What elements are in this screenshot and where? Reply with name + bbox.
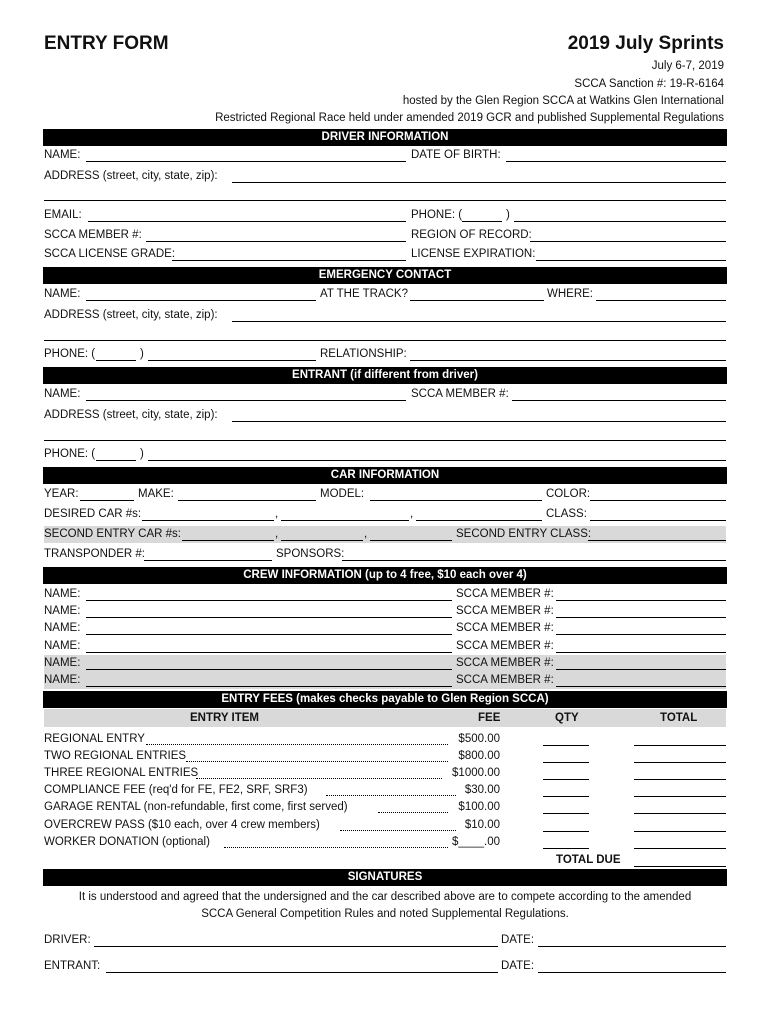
crew-member-field[interactable] — [556, 669, 726, 670]
crew-member-field[interactable] — [556, 600, 726, 601]
event-title: 2019 July Sprints — [567, 33, 724, 54]
crew-name-field[interactable] — [86, 669, 452, 670]
entrant-phone-field[interactable] — [148, 460, 726, 461]
driver-phone-area-field[interactable] — [462, 221, 502, 222]
desired-car-2-field[interactable] — [281, 520, 409, 521]
fee-item-label: TWO REGIONAL ENTRIES — [44, 750, 187, 762]
driver-phone-field[interactable] — [514, 221, 726, 222]
email-label: EMAIL: — [44, 209, 82, 221]
emergency-name-row — [44, 286, 726, 303]
agreement-line-2: SCCA General Competition Rules and noted Supplemental Regulations. — [201, 908, 569, 920]
emergency-address-row — [44, 307, 726, 324]
desired-car-3-field[interactable] — [416, 520, 542, 521]
entrant-phone-paren: ) — [140, 448, 144, 460]
driver-address-row — [44, 168, 726, 185]
crew-name-label: NAME: — [44, 674, 81, 686]
driver-signature-field[interactable] — [94, 946, 498, 947]
driver-phone-label: PHONE: ( — [411, 209, 463, 221]
col-entry-item: ENTRY ITEM — [190, 712, 260, 724]
section-emergency-contact: EMERGENCY CONTACT — [43, 267, 727, 284]
relationship-field[interactable] — [410, 360, 726, 361]
desired-car-label: DESIRED CAR #s: — [44, 508, 142, 520]
fee-amount: $____.00 — [452, 836, 500, 848]
fee-row — [44, 782, 726, 799]
entrant-member-field[interactable] — [512, 400, 726, 401]
crew-name-field[interactable] — [86, 652, 452, 653]
license-exp-field[interactable] — [536, 260, 726, 261]
qty-field[interactable] — [543, 779, 589, 780]
restricted-line: Restricted Regional Race held under amended 2019 GCR and published Supplemental Regulations — [215, 112, 724, 124]
crew-name-label: NAME: — [44, 657, 81, 669]
entrant-address-label: ADDRESS (street, city, state, zip): — [44, 409, 218, 421]
crew-row — [44, 638, 726, 655]
driver-member-label: SCCA MEMBER #: — [44, 229, 142, 241]
class-label: CLASS: — [546, 508, 587, 520]
crew-member-label: SCCA MEMBER #: — [456, 640, 554, 652]
crew-member-label: SCCA MEMBER #: — [456, 605, 554, 617]
driver-name-label: NAME: — [44, 149, 81, 161]
fee-amount: $100.00 — [458, 801, 500, 813]
total-field[interactable] — [634, 745, 726, 746]
fee-item-label: COMPLIANCE FEE (req'd for FE, FE2, SRF, SRF3) — [44, 784, 308, 796]
at-track-label: AT THE TRACK? — [320, 288, 408, 300]
entrant-address-row — [44, 407, 726, 424]
emergency-name-field[interactable] — [86, 300, 316, 301]
col-fee: FEE — [478, 712, 501, 724]
driver-member-row — [44, 227, 726, 244]
crew-row-paid — [44, 655, 726, 672]
entrant-address-line-2[interactable] — [44, 440, 726, 441]
driver-date-field[interactable] — [538, 946, 726, 947]
relationship-label: RELATIONSHIP: — [320, 348, 407, 360]
model-field[interactable] — [370, 500, 542, 501]
entrant-address-field[interactable] — [232, 421, 726, 422]
section-crew-information: CREW INFORMATION (up to 4 free, $10 each over 4) — [43, 567, 727, 584]
crew-member-field[interactable] — [556, 686, 726, 687]
emergency-phone-label: PHONE: ( — [44, 348, 96, 360]
entrant-signature-field[interactable] — [106, 972, 498, 973]
section-signatures: SIGNATURES — [43, 869, 727, 886]
emergency-name-label: NAME: — [44, 288, 81, 300]
second-car-comma-1: , — [275, 528, 279, 540]
fee-row — [44, 748, 726, 765]
entrant-signature-label: ENTRANT: — [44, 960, 101, 972]
total-field[interactable] — [634, 831, 726, 832]
crew-name-label: NAME: — [44, 588, 81, 600]
driver-name-row — [44, 147, 726, 164]
desired-car-comma-1: , — [275, 508, 279, 520]
crew-member-field[interactable] — [556, 634, 726, 635]
form-title: ENTRY FORM — [44, 33, 169, 54]
fee-amount: $800.00 — [458, 750, 500, 762]
emergency-address-line-2[interactable] — [44, 340, 726, 341]
region-field[interactable] — [530, 241, 726, 242]
total-field[interactable] — [634, 796, 726, 797]
driver-address-field[interactable] — [232, 182, 726, 183]
entrant-name-label: NAME: — [44, 388, 81, 400]
year-field[interactable] — [80, 500, 134, 501]
car-year-row — [44, 486, 726, 503]
fees-table-header — [44, 709, 726, 727]
dob-field[interactable] — [506, 161, 726, 162]
where-label: WHERE: — [547, 288, 593, 300]
section-car-information: CAR INFORMATION — [43, 467, 727, 484]
second-class-label: SECOND ENTRY CLASS: — [456, 528, 592, 540]
second-class-field[interactable] — [588, 540, 726, 541]
desired-car-1-field[interactable] — [142, 520, 274, 521]
second-car-3-field[interactable] — [370, 540, 452, 541]
driver-name-field[interactable] — [86, 161, 406, 162]
crew-name-field[interactable] — [86, 686, 452, 687]
transponder-label: TRANSPONDER #: — [44, 548, 145, 560]
host-line: hosted by the Glen Region SCCA at Watkins Glen International — [402, 95, 724, 107]
crew-member-label: SCCA MEMBER #: — [456, 588, 554, 600]
region-label: REGION OF RECORD: — [411, 229, 532, 241]
license-grade-field[interactable] — [172, 260, 406, 261]
driver-email-row — [44, 207, 726, 224]
transponder-row — [44, 546, 726, 563]
qty-field[interactable] — [543, 831, 589, 832]
leader-dots — [186, 761, 448, 762]
col-qty: QTY — [555, 712, 579, 724]
crew-member-field[interactable] — [556, 652, 726, 653]
entrant-member-label: SCCA MEMBER #: — [411, 388, 509, 400]
fee-row — [44, 799, 726, 816]
emergency-phone-row — [44, 346, 726, 363]
emergency-address-label: ADDRESS (street, city, state, zip): — [44, 309, 218, 321]
fee-amount: $30.00 — [464, 784, 500, 796]
total-field[interactable] — [634, 848, 726, 849]
crew-member-label: SCCA MEMBER #: — [456, 622, 554, 634]
crew-name-field[interactable] — [86, 634, 452, 635]
crew-name-label: NAME: — [44, 640, 81, 652]
section-entry-fees: ENTRY FEES (makes checks payable to Glen Region SCCA) — [43, 691, 727, 708]
qty-field[interactable] — [543, 796, 589, 797]
where-field[interactable] — [596, 300, 726, 301]
total-field[interactable] — [634, 813, 726, 814]
year-label: YEAR: — [44, 488, 79, 500]
crew-row — [44, 620, 726, 637]
crew-name-label: NAME: — [44, 622, 81, 634]
second-car-label: SECOND ENTRY CAR #s: — [44, 528, 181, 540]
entrant-phone-row — [44, 446, 726, 463]
crew-row — [44, 603, 726, 620]
driver-address-label: ADDRESS (street, city, state, zip): — [44, 170, 218, 182]
crew-row — [44, 586, 726, 603]
fee-item-label: GARAGE RENTAL (non-refundable, first come, first served) — [44, 801, 348, 813]
qty-field[interactable] — [543, 813, 589, 814]
section-driver-information: DRIVER INFORMATION — [43, 129, 727, 146]
emergency-address-field[interactable] — [232, 321, 726, 322]
qty-field[interactable] — [543, 762, 589, 763]
emergency-phone-area-field[interactable] — [96, 360, 136, 361]
crew-member-label: SCCA MEMBER #: — [456, 674, 554, 686]
fee-item-label: WORKER DONATION (optional) — [44, 836, 210, 848]
second-car-comma-2: , — [364, 528, 368, 540]
email-field[interactable] — [88, 221, 406, 222]
color-label: COLOR: — [546, 488, 591, 500]
fee-amount: $10.00 — [464, 819, 500, 831]
emergency-phone-paren: ) — [140, 348, 144, 360]
event-dates: July 6-7, 2019 — [651, 60, 724, 72]
fee-item-label: OVERCREW PASS ($10 each, over 4 crew members) — [44, 819, 320, 831]
agreement-line-1: It is understood and agreed that the undersigned and the car described above are to compete according to the amended — [78, 891, 692, 903]
total-due-field[interactable] — [634, 866, 726, 867]
transponder-field[interactable] — [144, 560, 272, 561]
crew-row-paid — [44, 672, 726, 689]
color-field[interactable] — [590, 500, 726, 501]
driver-license-row — [44, 246, 726, 263]
crew-member-field[interactable] — [556, 617, 726, 618]
desired-car-comma-2: , — [410, 508, 414, 520]
leader-dots — [196, 778, 442, 779]
license-exp-label: LICENSE EXPIRATION: — [411, 248, 536, 260]
class-field[interactable] — [590, 520, 726, 521]
driver-phone-paren: ) — [506, 209, 510, 221]
sanction-number: SCCA Sanction #: 19-R-6164 — [574, 78, 724, 90]
leader-dots — [326, 795, 456, 796]
entrant-date-field[interactable] — [538, 972, 726, 973]
entrant-signature-row — [44, 958, 726, 975]
crew-member-label: SCCA MEMBER #: — [456, 657, 554, 669]
second-car-1-field[interactable] — [182, 540, 274, 541]
leader-dots — [378, 812, 448, 813]
fee-item-label: THREE REGIONAL ENTRIES — [44, 767, 199, 779]
fee-amount: $500.00 — [458, 733, 500, 745]
total-field[interactable] — [634, 779, 726, 780]
fee-amount: $1000.00 — [452, 767, 500, 779]
section-entrant: ENTRANT (if different from driver) — [43, 367, 727, 384]
entrant-name-row — [44, 386, 726, 403]
entrant-phone-label: PHONE: ( — [44, 448, 96, 460]
total-due-label: TOTAL DUE — [556, 854, 621, 866]
make-field[interactable] — [178, 500, 316, 501]
sponsors-field[interactable] — [342, 560, 726, 561]
leader-dots — [224, 847, 448, 848]
second-car-2-field[interactable] — [281, 540, 363, 541]
driver-member-field[interactable] — [146, 241, 406, 242]
second-entry-row — [44, 526, 726, 543]
col-total: TOTAL — [660, 712, 698, 724]
leader-dots — [340, 830, 456, 831]
make-label: MAKE: — [138, 488, 174, 500]
fee-item-label: REGIONAL ENTRY — [44, 733, 145, 745]
car-number-row — [44, 506, 726, 523]
driver-address-line-2[interactable] — [44, 200, 726, 201]
crew-name-field[interactable] — [86, 600, 452, 601]
crew-name-label: NAME: — [44, 605, 81, 617]
license-grade-label: SCCA LICENSE GRADE: — [44, 248, 176, 260]
crew-name-field[interactable] — [86, 617, 452, 618]
driver-signature-row — [44, 932, 726, 949]
fee-row — [44, 765, 726, 782]
driver-date-label: DATE: — [501, 934, 535, 946]
entrant-name-field[interactable] — [86, 400, 406, 401]
total-due-row — [44, 852, 726, 869]
driver-signature-label: DRIVER: — [44, 934, 91, 946]
emergency-phone-field[interactable] — [148, 360, 316, 361]
fee-row — [44, 731, 726, 748]
qty-field[interactable] — [543, 848, 589, 849]
fee-row — [44, 817, 726, 834]
fee-row — [44, 834, 726, 851]
entrant-phone-area-field[interactable] — [96, 460, 136, 461]
entrant-date-label: DATE: — [501, 960, 535, 972]
model-label: MODEL: — [320, 488, 365, 500]
qty-field[interactable] — [543, 745, 589, 746]
dob-label: DATE OF BIRTH: — [411, 149, 501, 161]
total-field[interactable] — [634, 762, 726, 763]
at-track-field[interactable] — [410, 300, 544, 301]
leader-dots — [146, 744, 448, 745]
sponsors-label: SPONSORS: — [276, 548, 345, 560]
